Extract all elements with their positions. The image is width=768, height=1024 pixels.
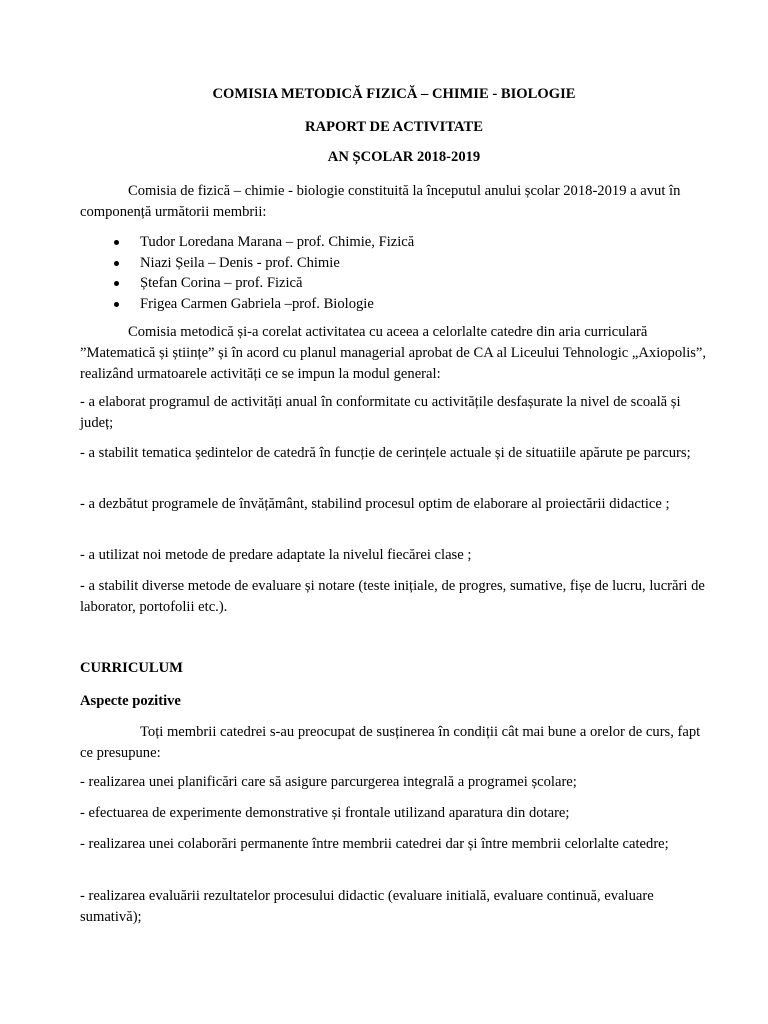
activity-item: - a elaborat programul de activități anual în conformitate cu activitățile desfașurate la nivel de scoală și județ;	[80, 394, 681, 431]
positive-aspects-heading: Aspecte pozitive	[80, 693, 181, 709]
members-list	[80, 232, 414, 314]
activity-item: - a stabilit tematica ședintelor de catedră în funcție de cerințele actuale și de situatiile apărute pe parcurs;	[80, 445, 691, 461]
committee-title: COMISIA METODICĂ FIZICĂ – CHIMIE - BIOLOGIE	[212, 86, 576, 102]
curriculum-item: - efectuarea de experimente demonstrative și frontale utilizand aparatura din dotare;	[80, 805, 570, 821]
curriculum-heading: CURRICULUM	[80, 660, 183, 676]
report-title: RAPORT DE ACTIVITATE	[305, 119, 483, 135]
correlation-paragraph: Comisia metodică și-a corelat activitatea cu aceea a celorlalte catedre din aria curriculară ”Matematică și științe” și în acord cu planul managerial aprobat de CA al Liceului Tehnologic „Axiopolis”, realizând urmatoarele activități ce se impun la modul general:	[80, 324, 707, 382]
activity-item: - a utilizat noi metode de predare adaptate la nivelul fiecărei clase ;	[80, 547, 472, 563]
activity-item: - a dezbătut programele de învățământ, stabilind procesul optim de elaborare al proiectării didactice ;	[80, 496, 670, 512]
curriculum-intro: Toți membrii catedrei s-au preocupat de susținerea în condiții cât mai bune a orelor de curs, fapt ce presupune:	[80, 724, 701, 761]
list-item: Niazi Șeila – Denis - prof. Chimie	[80, 253, 414, 274]
curriculum-item: - realizarea unei planificări care să asigure parcurgerea integrală a programei școlare;	[80, 774, 577, 790]
bullet-icon	[114, 281, 119, 286]
intro-paragraph: Comisia de fizică – chimie - biologie constituită la începutul anului școlar 2018-2019 a avut în componență următorii membrii:	[80, 183, 681, 220]
list-item: Tudor Loredana Marana – prof. Chimie, Fizică	[80, 232, 414, 253]
list-item: Ștefan Corina – prof. Fizică	[80, 273, 414, 294]
bullet-icon	[114, 240, 119, 245]
bullet-icon	[114, 302, 119, 307]
curriculum-item: - realizarea unei colaborări permanente între membrii catedrei dar și între membrii celorlalte catedre;	[80, 836, 669, 852]
curriculum-item: - realizarea evaluării rezultatelor procesului didactic (evaluare initială, evaluare continuă, evaluare sumativă);	[80, 888, 654, 925]
school-year-title: AN ȘCOLAR 2018-2019	[327, 149, 481, 165]
activity-item: - a stabilit diverse metode de evaluare și notare (teste inițiale, de progres, sumative, fișe de lucru, lucrări de laborator, portofolii etc.).	[80, 578, 705, 615]
bullet-icon	[114, 261, 119, 266]
list-item: Frigea Carmen Gabriela –prof. Biologie	[80, 294, 414, 315]
